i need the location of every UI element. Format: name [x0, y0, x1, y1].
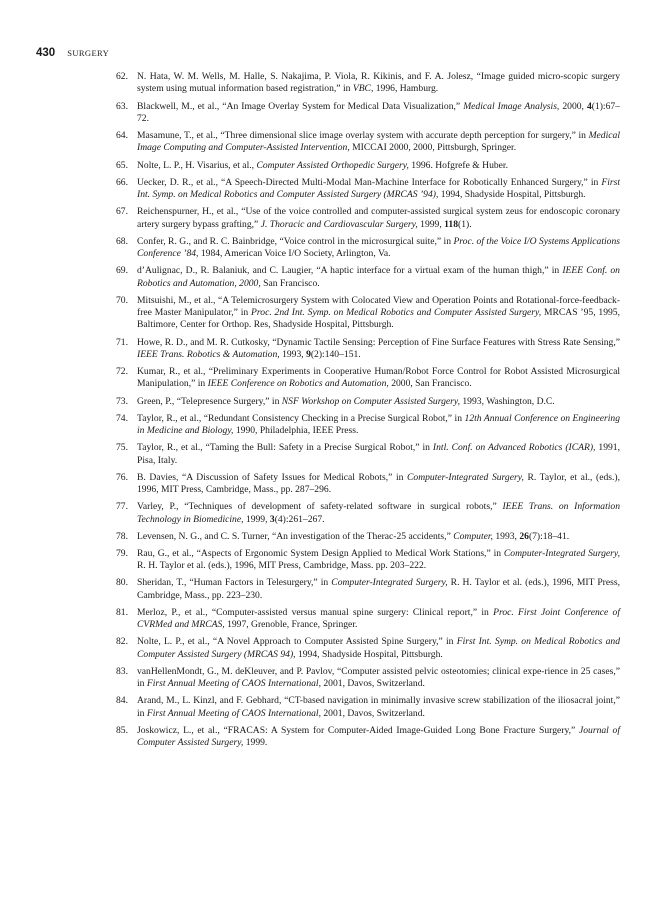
reference-entry: [116, 130, 620, 155]
reference-entry: [116, 100, 620, 126]
reference-number: 84.: [116, 695, 128, 707]
reference-segment: 1996. Hofgrefe & Huber.: [408, 159, 508, 171]
reference-source: Intl. Conf. on Advanced Robotics (ICAR),: [432, 442, 596, 454]
reference-segment: Varley, P., “Techniques of development of safety-related software in surgical robots,”: [137, 501, 503, 513]
reference-text: [137, 577, 620, 602]
reference-entry: [116, 235, 621, 261]
reference-segment: R. H. Taylor et al. (eds.), 1996, MIT Press, Cambridge, Mass., pp. 223–230.: [137, 577, 621, 601]
reference-text: [137, 265, 620, 290]
reference-text: [137, 177, 620, 202]
reference-segment: San Francisco.: [260, 277, 320, 289]
reference-text: [137, 442, 620, 467]
reference-source: Computer,: [453, 530, 493, 542]
reference-segment: Arand, M., L. Kinzl, and F. Gebhard, “CT-based navigation in minimally invasive screw stabilization of the iliosacral joint,” in: [137, 695, 620, 719]
reference-segment: 1994, Shadyside Hospital, Pittsburgh.: [438, 189, 586, 200]
reference-segment: Rau, G., et al., “Aspects of Ergonomic System Design Applied to Medical Work Stations,” in: [137, 547, 504, 559]
reference-source: Computer-Integrated Surgery,: [407, 471, 524, 483]
reference-entry: [116, 442, 621, 467]
reference-source: Computer Assisted Orthopedic Surgery,: [256, 159, 409, 171]
reference-entry: [116, 366, 620, 391]
reference-number: 69.: [116, 265, 128, 277]
reference-segment: Nolte, L. P., et al., “A Novel Approach to Computer Assisted Spine Surgery,” in: [137, 636, 457, 648]
reference-segment: Howe, R. D., and M. R. Cutkosky, “Dynamic Tactile Sensing: Perception of Fine Surface Features with Stress Rate Sensing,”: [137, 336, 620, 348]
reference-text: [137, 337, 620, 362]
reference-text: [137, 607, 620, 632]
reference-segment: Taylor, R., et al., “Redundant Consistency Checking in a Precise Surgical Robot,” in: [137, 412, 465, 424]
running-title: SURGERY: [67, 48, 110, 58]
reference-number: 74.: [116, 412, 128, 424]
reference-segment: 1994, Shadyside Hospital, Pittsburgh.: [295, 648, 443, 660]
reference-text: [137, 236, 620, 261]
reference-text: [137, 725, 620, 750]
reference-segment: 1997, Grenoble, France, Springer.: [224, 619, 358, 631]
reference-entry: [116, 265, 620, 290]
reference-source: NSF Workshop on Computer Assisted Surgery,: [281, 395, 460, 407]
reference-text: [137, 206, 620, 231]
reference-source: Proc. First Joint Conference of CVRMed and MRCAS,: [137, 606, 620, 631]
reference-segment: Levensen, N. G., and C. S. Turner, “An investigation of the Therac-25 accidents,”: [137, 530, 454, 542]
reference-source: Computer-Integrated Surgery,: [503, 547, 620, 559]
reference-number: 73.: [116, 395, 128, 407]
reference-segment: R. Taylor, et al., (eds.), 1996, MIT Press, Cambridge, Mass., pp. 287–296.: [137, 471, 620, 495]
reference-text: [137, 130, 620, 155]
reference-volume: 26: [519, 530, 529, 542]
reference-segment: 1991, Pisa, Italy.: [137, 442, 621, 466]
reference-entry: [116, 577, 621, 602]
reference-entry: [116, 206, 620, 231]
reference-source: Proc. of the Voice I/O Systems Applications Conference ’84,: [137, 235, 621, 259]
reference-segment: MRCAS ’95, 1995, Baltimore, Center for Orthop. Res, Shadyside Hospital, Pittsburgh.: [137, 307, 621, 331]
reference-segment: R. H. Taylor et al. (eds.), 1996, MIT Press, Cambridge, Mass. pp. 203–222.: [137, 560, 427, 572]
reference-number: 70.: [116, 294, 128, 306]
reference-text: [137, 636, 620, 661]
reference-segment: 2000,: [559, 100, 587, 112]
reference-number: 82.: [116, 636, 128, 648]
page-number: 430: [36, 47, 56, 59]
reference-volume: 4: [586, 100, 592, 112]
reference-number: 68.: [116, 235, 128, 247]
reference-segment: 1984, American Voice I/O Society, Arlington, Va.: [198, 248, 391, 259]
reference-segment: Nolte, L. P., H. Visarius, et al.,: [137, 159, 257, 171]
reference-number: 77.: [116, 501, 128, 513]
reference-segment: 1990, Philadelphia, IEEE Press.: [233, 425, 359, 436]
reference-text: [137, 531, 620, 543]
reference-source: Medical Image Analysis,: [463, 100, 560, 112]
reference-source: IEEE Conf. on Robotics and Automation, 2000,: [137, 265, 620, 289]
reference-source: IEEE Trans. on Information Technology in Biomedicine,: [137, 501, 621, 525]
reference-number: 72.: [116, 366, 128, 377]
reference-entry: [116, 71, 620, 96]
reference-number: 83.: [116, 665, 128, 677]
reference-list: [116, 71, 621, 754]
reference-text: [137, 71, 620, 96]
reference-number: 71.: [116, 336, 128, 348]
reference-segment: Joskowicz, L., et al., “FRACAS: A System for Computer-Aided Image-Guided Long Bone Fracture Surgery,”: [137, 724, 579, 736]
reference-segment: (1).: [458, 218, 472, 230]
reference-entry: [116, 412, 620, 438]
reference-volume: 118: [444, 218, 459, 230]
reference-segment: vanHellenMondt, G., M. deKleuver, and P. Pavlov, “Computer assisted pelvic osteotomies; clinical expe-rience in 25 cases,” in: [137, 665, 620, 690]
reference-number: 78.: [116, 530, 128, 542]
reference-entry: [116, 530, 620, 543]
reference-text: [137, 472, 620, 497]
reference-segment: 2000, San Francisco.: [388, 378, 472, 390]
reference-entry: [116, 294, 621, 332]
reference-source: J. Thoracic and Cardiovascular Surgery,: [260, 218, 418, 230]
reference-volume: 3: [269, 513, 275, 525]
reference-entry: [116, 159, 620, 172]
reference-source: Medical Image Computing and Computer-Assisted Intervention,: [137, 130, 620, 154]
reference-source: Proc. 2nd Int. Symp. on Medical Robotics and Computer Assisted Surgery,: [251, 307, 542, 318]
reference-number: 85.: [116, 724, 128, 736]
reference-text: [137, 160, 620, 172]
reference-entry: [116, 724, 620, 750]
reference-segment: (1):67–72.: [137, 100, 620, 124]
reference-source: First Int. Symp. on Medical Robotics and Computer Assisted Surgery (MRCAS 94),: [137, 636, 620, 660]
reference-source: 12th Annual Conference on Engineering in Medicine and Biology,: [137, 412, 620, 436]
reference-segment: Mitsuishi, M., et al., “A Telemicrosurgery System with Colocated View and Operation Points and Rotational-force-feedback-free Master Manipulator,” in: [137, 294, 620, 318]
reference-text: [137, 396, 620, 408]
reference-source: IEEE Trans. Robotics & Automation,: [137, 348, 280, 360]
reference-text: [137, 548, 620, 573]
reference-number: 80.: [116, 577, 128, 589]
reference-segment: 2001, Davos, Switzerland.: [320, 707, 425, 719]
reference-segment: Masamune, T., et al., “Three dimensional slice image overlay system with accurate depth perception for surgery,” in: [137, 130, 589, 141]
reference-segment: 1993,: [279, 348, 307, 360]
page-header: [36, 47, 109, 59]
reference-entry: [116, 395, 620, 408]
reference-segment: Blackwell, M., et al., “An Image Overlay System for Medical Data Visualization,”: [137, 100, 464, 112]
reference-source: IEEE Conference on Robotics and Automation,: [207, 378, 389, 390]
reference-entry: [116, 606, 620, 632]
reference-text: [137, 366, 620, 391]
reference-text: [137, 501, 620, 526]
reference-segment: B. Davies, “A Discussion of Safety Issues for Medical Robots,” in: [137, 471, 408, 483]
reference-number: 67.: [116, 206, 128, 218]
reference-source: VBC,: [352, 83, 374, 95]
reference-segment: Reichenspurner, H., et al., “Use of the voice controlled and computer-assisted surgical system zeus for endoscopic coronary artery surgery bypass grafting,”: [137, 206, 620, 230]
reference-segment: MICCAI 2000, 2000, Pittsburgh, Springer.: [349, 142, 517, 154]
reference-entry: [116, 547, 620, 573]
reference-source: First Annual Meeting of CAOS International,: [146, 707, 321, 719]
reference-segment: 1993, Washington, D.C.: [459, 395, 555, 407]
reference-segment: 1999.: [243, 737, 268, 749]
reference-text: [137, 413, 620, 438]
reference-segment: 1999,: [243, 513, 270, 525]
reference-segment: N. Hata, W. M. Wells, M. Halle, S. Nakajima, P. Viola, R. Kikinis, and F. A. Jolesz, “Image guided micro-scopic surgery system using mutual information based registration,” in: [137, 71, 620, 95]
reference-number: 62.: [116, 71, 128, 82]
reference-source: Computer-Integrated Surgery,: [331, 577, 448, 589]
reference-entry: [116, 695, 620, 720]
reference-number: 75.: [116, 442, 128, 454]
reference-entry: [116, 501, 621, 526]
reference-segment: 2001, Davos, Switzerland.: [320, 678, 425, 690]
reference-entry: [116, 471, 620, 497]
reference-segment: (2):140–151.: [310, 348, 361, 360]
reference-segment: Taylor, R., et al., “Taming the Bull: Safety in a Precise Surgical Robot,” in: [137, 442, 433, 454]
reference-source: First Int. Symp. on Medical Robotics and Computer Assisted Surgery (MRCAS ’94),: [137, 176, 620, 200]
reference-segment: Sheridan, T., “Human Factors in Telesurgery,” in: [137, 577, 332, 589]
reference-number: 76.: [116, 471, 128, 483]
reference-volume: 9: [306, 348, 311, 360]
reference-entry: [116, 636, 620, 661]
reference-segment: Merloz, P., et al., “Computer-assisted versus manual spine surgery: Clinical report,” in: [137, 606, 494, 618]
reference-number: 81.: [116, 606, 128, 618]
reference-number: 63.: [116, 100, 128, 112]
reference-text: [137, 666, 620, 691]
reference-text: [137, 101, 620, 126]
reference-source: Journal of Computer Assisted Surgery,: [137, 724, 620, 749]
reference-entry: [116, 336, 620, 362]
reference-segment: (4):261–267.: [274, 513, 325, 525]
reference-segment: (7):18–41.: [528, 530, 570, 542]
reference-number: 65.: [116, 159, 128, 171]
reference-segment: Green, P., “Telepresence Surgery,” in: [137, 395, 282, 407]
reference-number: 66.: [116, 176, 128, 188]
reference-text: [137, 695, 620, 720]
reference-segment: 1993,: [492, 530, 520, 542]
reference-number: 64.: [116, 130, 128, 141]
reference-segment: d’Aulignac, D., R. Balaniuk, and C. Laugier, “A haptic interface for a virtual exam of the human thigh,” in: [137, 265, 563, 277]
reference-segment: Kumar, R., et al., “Preliminary Experiments in Cooperative Human/Robot Force Control for Robot Assisted Microsurgical Manipulation,” in: [137, 366, 620, 390]
reference-segment: 1996, Hamburg.: [373, 83, 439, 95]
reference-entry: [116, 665, 620, 691]
reference-source: First Annual Meeting of CAOS International,: [146, 678, 321, 690]
reference-segment: Confer, R. G., and R. C. Bainbridge, “Voice control in the microsurgical suite,” in: [137, 235, 454, 247]
reference-segment: Uecker, D. R., et al., “A Speech-Directed Multi-Modal Man-Machine Interface for Robotically Enhanced Surgery,” in: [137, 176, 602, 188]
reference-number: 79.: [116, 547, 128, 559]
reference-segment: 1999,: [417, 218, 445, 230]
reference-text: [137, 295, 620, 332]
reference-entry: [116, 176, 620, 202]
